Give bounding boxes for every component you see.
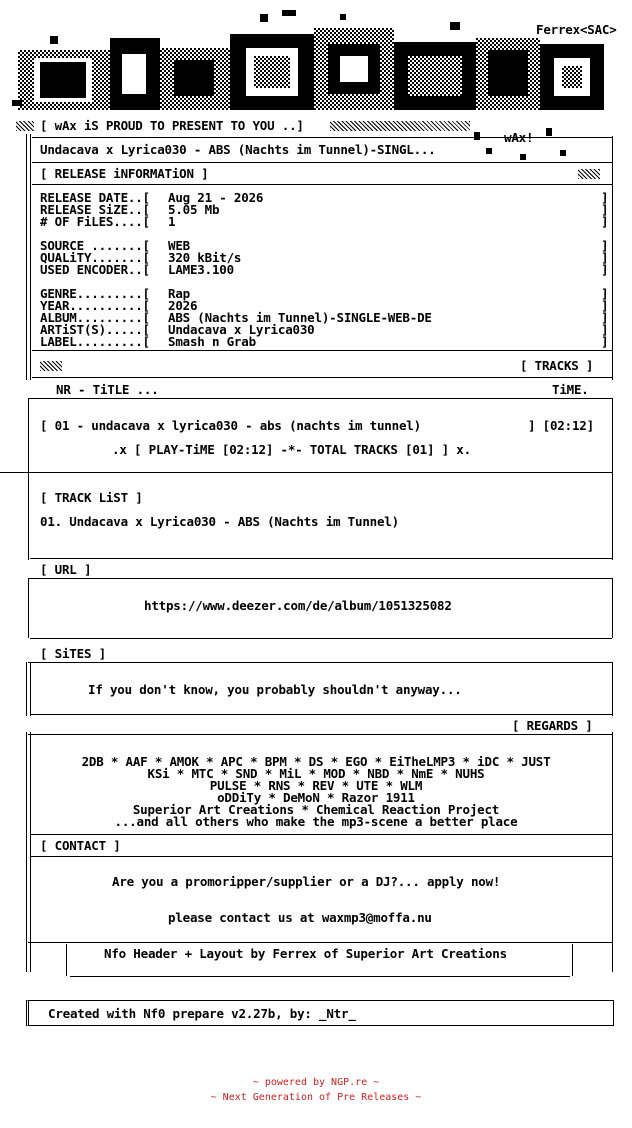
created-with: Created with Nf0 prepare v2.27b, by: _Ntr_	[48, 1006, 356, 1021]
frame-right	[612, 356, 613, 380]
frame-right	[612, 398, 613, 472]
title-bottom-rule	[32, 162, 612, 163]
info-bracket: ]	[601, 298, 609, 313]
info-bracket: ]	[601, 202, 609, 217]
ascii-credit: Ferrex<SAC>	[536, 22, 617, 37]
credit-frame-right	[572, 944, 573, 976]
sites-bottom-rule	[30, 714, 612, 715]
footer-powered[interactable]: ~ powered by NGP.re ~	[252, 1077, 380, 1088]
info-bracket: ]	[601, 262, 609, 277]
info-bracket: ]	[601, 214, 609, 229]
regards-heading: [ REGARDS ]	[512, 718, 593, 733]
proud-hatch-right	[330, 121, 470, 131]
contact-bottom-rule	[28, 942, 612, 943]
regards-line: PULSE * RNS * REV * UTE * WLM	[209, 778, 423, 793]
info-value: LAME3.100	[168, 262, 234, 277]
contact-apply: Are you a promoripper/supplier or a DJ?... apply now!	[112, 874, 501, 889]
info-bracket: ]	[601, 334, 609, 349]
info-label: ALBUM.........[	[40, 310, 150, 325]
info-value: Undacava x Lyrica030	[168, 322, 315, 337]
info-label: RELEASE SiZE..[	[40, 202, 150, 217]
col-time: TiME.	[552, 382, 589, 397]
regards-bottom-rule	[30, 834, 612, 835]
info-bottom-rule	[32, 350, 612, 351]
regards-line: Superior Art Creations * Chemical Reaction Project	[132, 802, 500, 817]
logo-art	[10, 8, 620, 120]
contact-heading: [ CONTACT ]	[40, 838, 121, 853]
release-info-hatch	[578, 169, 600, 179]
contact-top-rule	[30, 856, 612, 857]
layout-credit: Nfo Header + Layout by Ferrex of Superior Art Creations	[104, 946, 507, 961]
info-label: QUALiTY.......[	[40, 250, 150, 265]
frame-right	[612, 472, 613, 560]
deco-block	[520, 154, 526, 160]
info-value: 5.05 Mb	[168, 202, 220, 217]
info-label: GENRE.........[	[40, 286, 150, 301]
frame-left	[28, 578, 29, 638]
regards-top-rule	[28, 734, 612, 735]
info-label: YEAR..........[	[40, 298, 150, 313]
url-bottom-rule	[30, 638, 612, 639]
info-label: USED ENCODER..[	[40, 262, 150, 277]
deco-block	[486, 148, 492, 154]
frame-left	[26, 662, 31, 716]
track-entry: [ 01 - undacava x lyrica030 - abs (nachts im tunnel)	[40, 418, 421, 433]
regards-line: KSi * MTC * SND * MiL * MOD * NBD * NmE * NUHS	[147, 766, 485, 781]
release-info-heading: [ RELEASE iNFORMATiON ]	[40, 166, 209, 181]
info-bracket: ]	[601, 286, 609, 301]
deco-block	[546, 128, 552, 136]
wax-logo	[10, 8, 620, 120]
info-value: Aug 21 - 2026	[168, 190, 264, 205]
sites-top-rule	[28, 662, 612, 663]
track-bottom-rule	[0, 472, 612, 473]
info-value: ABS (Nachts im Tunnel)-SINGLE-WEB-DE	[168, 310, 432, 325]
info-top-rule	[32, 184, 612, 185]
frame-right	[612, 662, 613, 716]
url-top-rule	[28, 578, 612, 579]
tracklist-bottom-rule	[30, 558, 612, 559]
track-time: ] [02:12]	[528, 418, 594, 433]
info-label: SOURCE .......[	[40, 238, 150, 253]
frame-right	[612, 578, 613, 638]
info-value: WEB	[168, 238, 190, 253]
tracks-hatch	[40, 361, 62, 371]
sites-text: If you don't know, you probably shouldn't anyway...	[88, 682, 462, 697]
info-label: LABEL.........[	[40, 334, 150, 349]
info-value: 1	[168, 214, 176, 229]
footer-tagline: ~ Next Generation of Pre Releases ~	[210, 1092, 422, 1103]
info-label: RELEASE DATE..[	[40, 190, 150, 205]
info-bracket: ]	[601, 190, 609, 205]
regards-line: 2DB * AAF * AMOK * APC * BPM * DS * EGO * EiTheLMP3 * iDC * JUST	[81, 754, 551, 769]
credit-bottom-rule	[70, 976, 570, 977]
deco-block	[560, 150, 566, 156]
frame-left	[28, 398, 29, 472]
info-bracket: ]	[601, 322, 609, 337]
tracklist-heading: [ TRACK LiST ]	[40, 490, 143, 505]
info-label: ARTiST(S).....[	[40, 322, 150, 337]
tracks-summary: .x [ PLAY-TiME [02:12] -*- TOTAL TRACKS [01] ] x.	[112, 442, 471, 457]
deco-block	[474, 132, 480, 140]
tracks-heading: [ TRACKS ]	[520, 358, 594, 373]
info-bracket: ]	[601, 310, 609, 325]
sites-heading: [ SiTES ]	[40, 646, 106, 661]
title-top-rule	[32, 137, 612, 138]
frame-left	[26, 134, 31, 356]
frame-left	[28, 472, 29, 560]
tracklist-item: 01. Undacava x Lyrica030 - ABS (Nachts im Tunnel)	[40, 514, 399, 529]
proud-hatch-left	[16, 121, 34, 131]
col-nr-title: NR - TiTLE ...	[56, 382, 159, 397]
frame-left	[26, 356, 31, 380]
info-value: 320 kBit/s	[168, 250, 242, 265]
wax-tag: wAx!	[504, 130, 534, 145]
contact-email[interactable]: please contact us at waxmp3@moffa.nu	[168, 910, 432, 925]
regards-line: ...and all others who make the mp3-scene a better place	[114, 814, 518, 829]
info-bracket: ]	[601, 250, 609, 265]
credit-frame-left	[66, 944, 67, 976]
frame-right	[612, 136, 613, 356]
tracks-rule	[32, 377, 612, 378]
url-heading: [ URL ]	[40, 562, 92, 577]
release-title: Undacava x Lyrica030 - ABS (Nachts im Tunnel)-SINGL...	[40, 142, 436, 157]
proud-presents: [ wAx iS PROUD TO PRESENT TO YOU ..]	[40, 118, 304, 133]
info-value: Smash n Grab	[168, 334, 256, 349]
url-link[interactable]: https://www.deezer.com/de/album/1051325082	[144, 598, 452, 613]
regards-line: oDDiTy * DeMoN * Razor 1911	[217, 790, 415, 805]
info-label: # OF FiLES....[	[40, 214, 150, 229]
info-value: 2026	[168, 298, 198, 313]
info-value: Rap	[168, 286, 190, 301]
info-bracket: ]	[601, 238, 609, 253]
track-top-rule	[28, 398, 612, 399]
